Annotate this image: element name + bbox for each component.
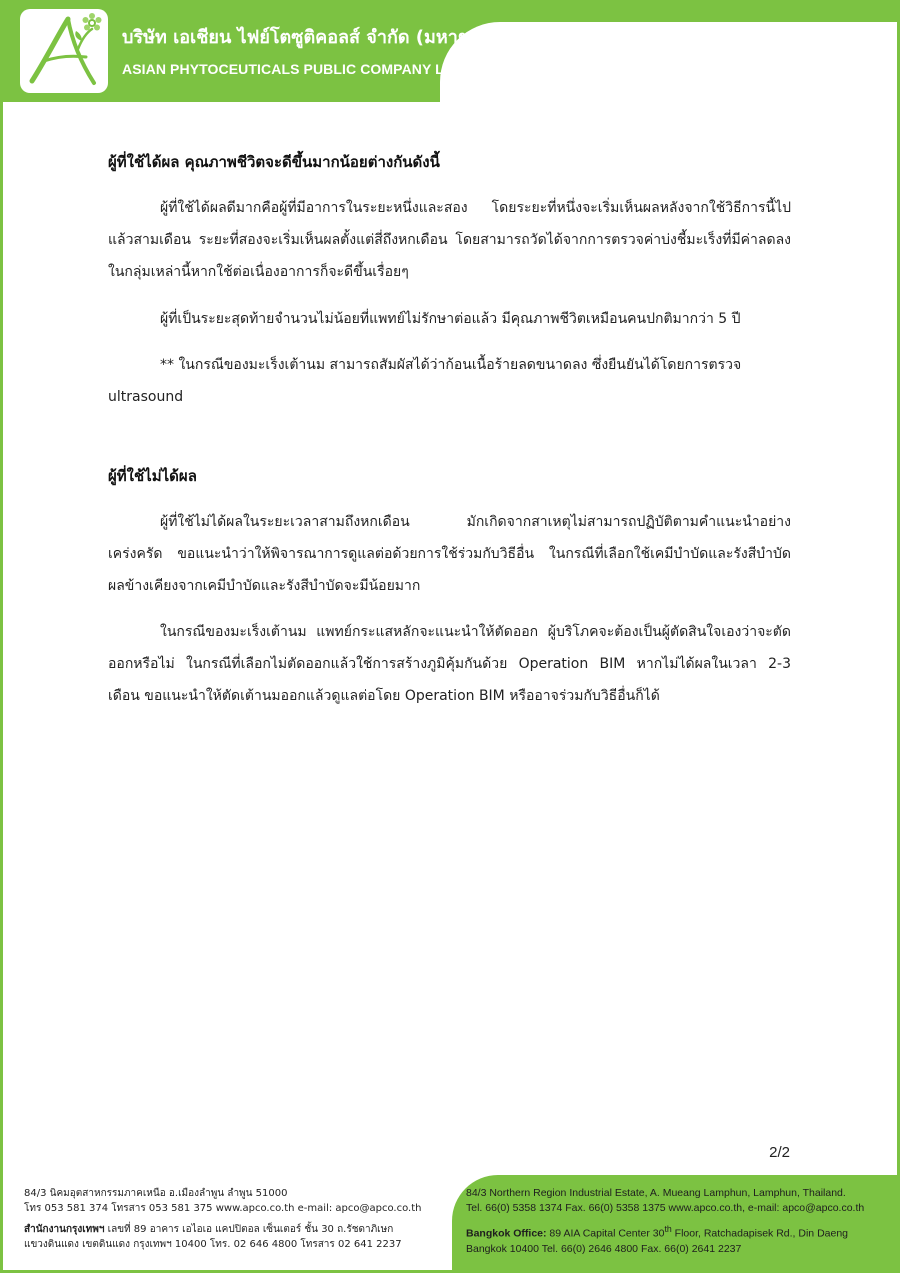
footer-thai-line-1: 84/3 นิคมอุตสาหกรรมภาคเหนือ อ.เมืองลำพูน ลำพูน 51000: [24, 1188, 288, 1199]
footer-address-thai: [24, 1186, 444, 1252]
paragraph-breast-cancer-surgery: ในกรณีของมะเร็งเต้านม แพทย์กระแสหลักจะแนะนำให้ตัดออก ผู้บริโภคจะต้องเป็นผู้ตัดสินใจเองว่าจะตัดออกหรือไม่ ในกรณีที่เลือกไม่ตัดออกแล้วใช้การสร้างภูมิคุ้มกันด้วย Operation BIM หากไม่ได้ผลในเวลา 2-3 เดือน ขอแนะนำให้ตัดเต้านมออกแล้วดูแลต่อโดย Operation BIM หรืออาจร่วมกับวิธีอื่นก็ได้: [108, 624, 791, 704]
bangkok-office-address-b: Floor, Ratchadapisek Rd., Din Daeng: [671, 1227, 849, 1240]
leaf-flower-logo-icon: [20, 9, 108, 93]
paragraph-breast-cancer-note: ** ในกรณีของมะเร็งเต้านม สามารถสัมผัสได้ว่าก้อนเนื้อร้ายลดขนาดลง ซึ่งยืนยันได้โดยการตรวจ ultrasound: [108, 357, 742, 405]
bangkok-office-address-thai: เลขที่ 89 อาคาร เอไอเอ แคปปิตอล เซ็นเตอร์ ชั้น 30 ถ.รัชดาภิเษก: [104, 1224, 394, 1235]
footer-address-english: [466, 1186, 892, 1257]
footer-english-line-4: Bangkok 10400 Tel. 66(0) 2646 4800 Fax. 66(0) 2641 2237: [466, 1242, 742, 1255]
footer-english-line-1: 84/3 Northern Region Industrial Estate, A. Mueang Lamphun, Lamphun, Thailand.: [466, 1187, 846, 1199]
footer-thai-line-3: [24, 1222, 444, 1237]
bangkok-office-label: Bangkok Office:: [466, 1227, 547, 1240]
page-number: 2/2: [769, 1144, 790, 1161]
footer-thai-line-4: แขวงดินแดง เขตดินแดง กรุงเทพฯ 10400 โทร. 02 646 4800 โทรสาร 02 641 2237: [24, 1239, 402, 1250]
floor-ordinal: th: [664, 1224, 672, 1234]
footer-english-line-3: [466, 1222, 892, 1242]
paragraph-final-stage: ผู้ที่เป็นระยะสุดท้ายจำนวนไม่น้อยที่แพทย์ไม่รักษาต่อแล้ว มีคุณภาพชีวิตเหมือนคนปกติมากว่า 5 ปี: [160, 311, 741, 327]
header-curve: [440, 22, 900, 112]
company-name-thai: บริษัท เอเชียน ไฟย์โตซูติคอลส์ จำกัด (มหาชน): [122, 27, 491, 48]
section-heading-effective: ผู้ที่ใช้ได้ผล คุณภาพชีวิตจะดีขึ้นมากน้อยต่างกันดังนี้: [108, 153, 440, 171]
footer-thai-line-2: โทร 053 581 374 โทรสาร 053 581 375 www.apco.co.th e-mail: apco@apco.co.th: [24, 1203, 422, 1214]
company-logo: [20, 9, 108, 93]
section-heading-not-effective: ผู้ที่ใช้ไม่ได้ผล: [108, 467, 197, 485]
company-name-english: ASIAN PHYTOCEUTICALS PUBLIC COMPANY LIMITED: [122, 61, 492, 77]
bangkok-office-label-thai: สำนักงานกรุงเทพฯ: [24, 1224, 105, 1235]
footer-english-line-2: Tel. 66(0) 5358 1374 Fax. 66(0) 5358 1375 www.apco.co.th, e-mail: apco@apco.co.th: [466, 1202, 865, 1214]
paragraph-effective-results: ผู้ที่ใช้ได้ผลดีมากคือผู้ที่มีอาการในระยะหนึ่งและสอง โดยระยะที่หนึ่งจะเริ่มเห็นผลหลังจากใช้วิธีการนี้ไปแล้วสามเดือน ระยะที่สองจะเริ่มเห็นผลตั้งแต่สี่ถึงหกเดือน โดยสามารถวัดได้จากการตรวจค่าบ่งชี้มะเร็งที่มีค่าลดลง ในกลุ่มเหล่านี้หากใช้ต่อเนื่องอาการก็จะดีขึ้นเรื่อยๆ: [108, 200, 791, 280]
bangkok-office-address-a: 89 AIA Capital Center 30: [546, 1227, 665, 1240]
paragraph-not-effective: ผู้ที่ใช้ไม่ได้ผลในระยะเวลาสามถึงหกเดือน มักเกิดจากสาเหตุไม่สามารถปฏิบัติตามคำแนะนำอย่างเคร่งครัด ขอแนะนำว่าให้พิจารณาการดูแลต่อด้วยการใช้ร่วมกับวิธีอื่น ในกรณีที่เลือกใช้เคมีบำบัดและรังสีบำบัด ผลข้างเคียงจากเคมีบำบัดและรังสีบำบัดจะมีน้อยมาก: [108, 514, 791, 594]
